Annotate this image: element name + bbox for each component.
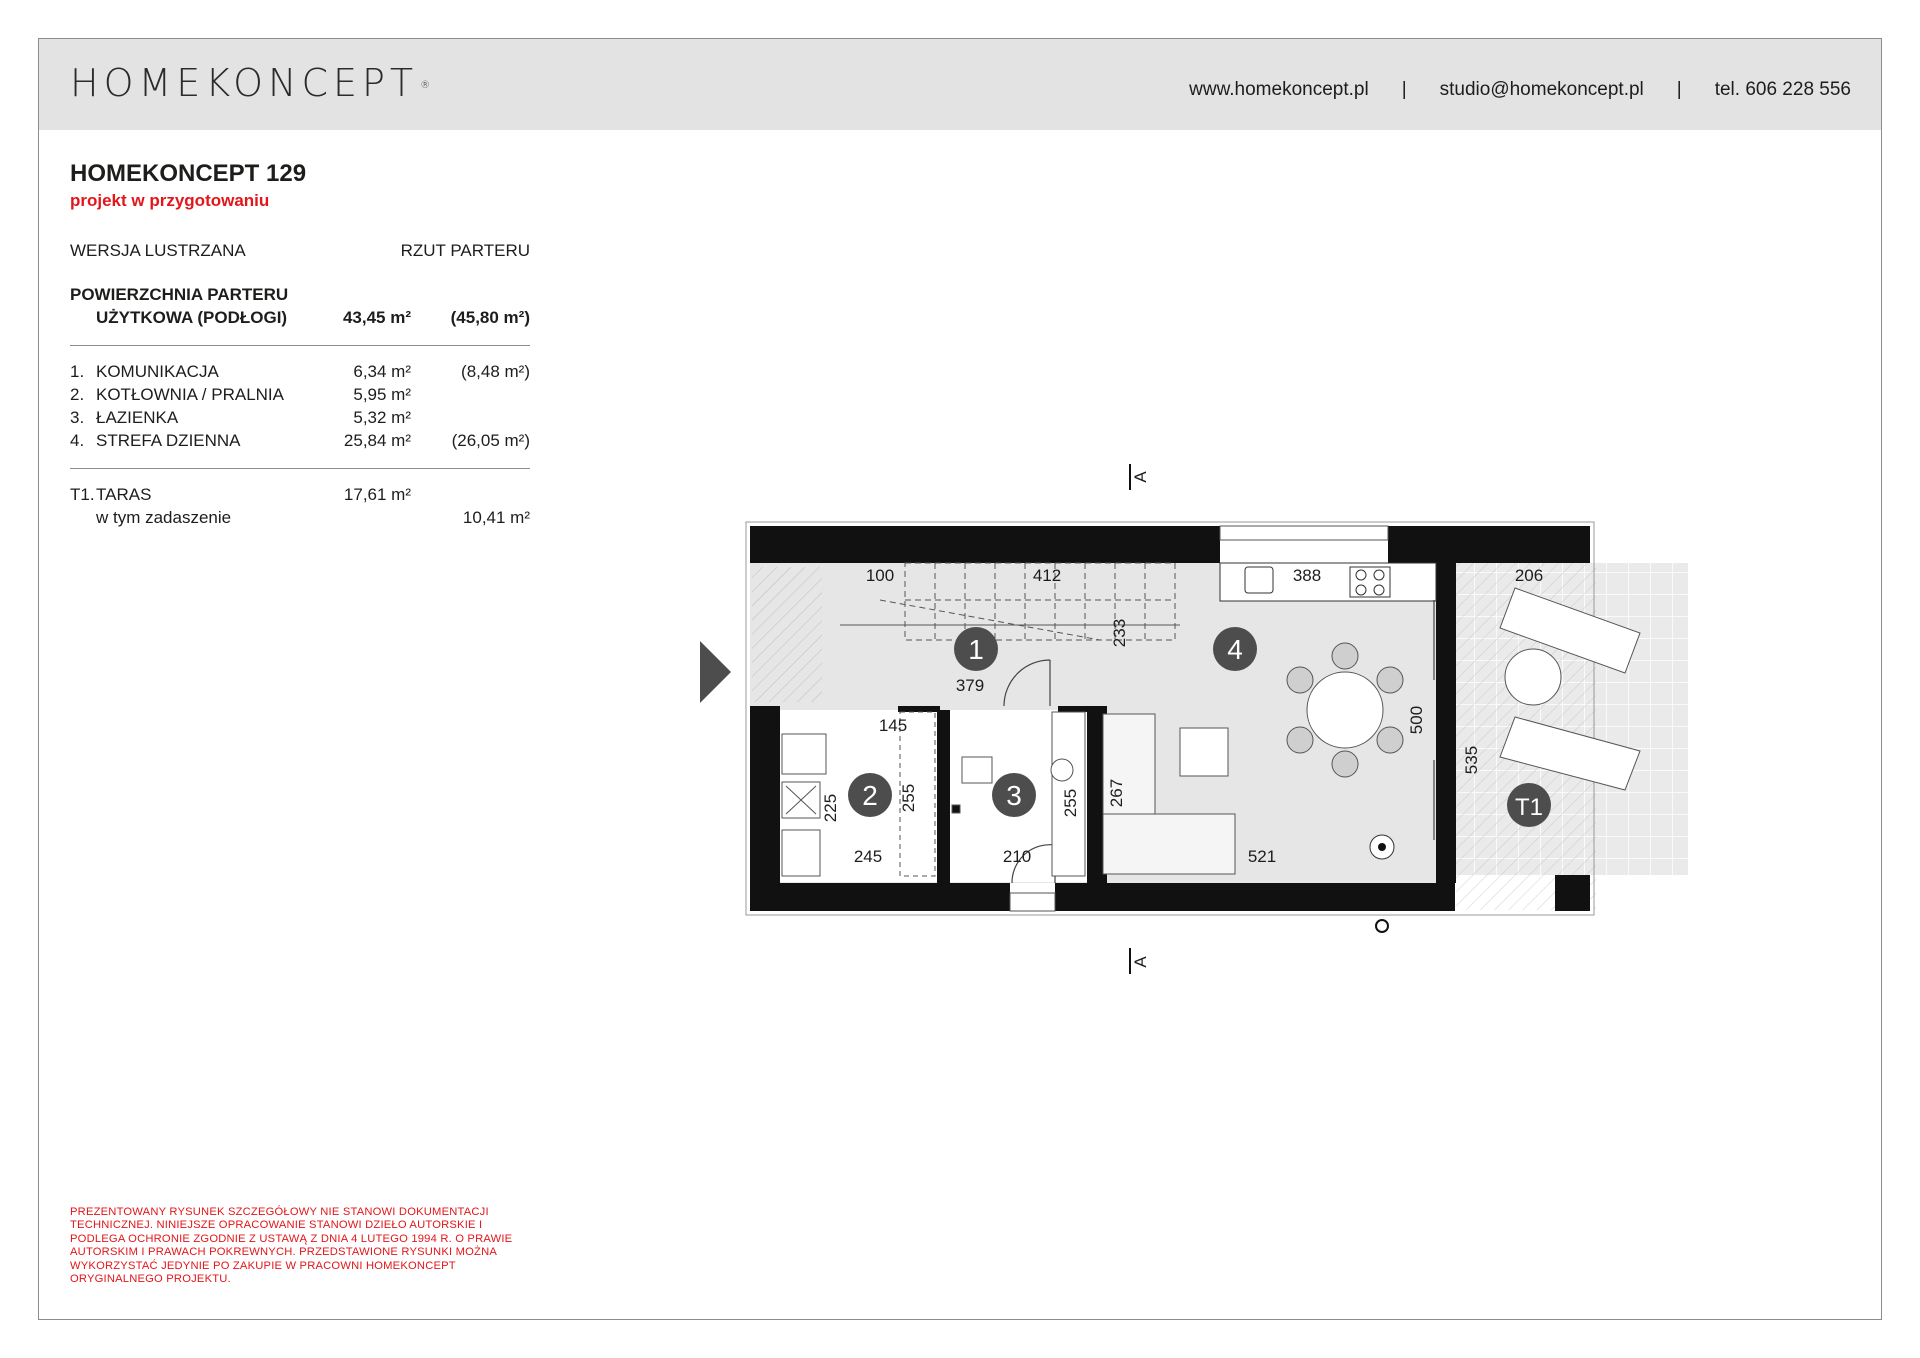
stove-icon xyxy=(1378,843,1386,851)
room-badge-label: 2 xyxy=(862,780,878,811)
dimension-label: 100 xyxy=(865,566,895,585)
room-number: 3. xyxy=(70,408,85,427)
section-label: A xyxy=(1131,471,1150,483)
dimension-label: 225 xyxy=(821,793,840,823)
terrace-covered-area: 10,41 m² xyxy=(462,508,530,527)
dimension-label: 255 xyxy=(899,783,918,813)
dimension-label: 245 xyxy=(853,847,883,866)
area-label-line1: POWIERZCHNIA PARTERU xyxy=(70,285,289,304)
project-status: projekt w przygotowaniu xyxy=(70,191,270,210)
room-name: ŁAZIENKA xyxy=(96,408,179,427)
view-label: RZUT PARTERU xyxy=(400,241,530,260)
dimension-label: 145 xyxy=(878,716,908,735)
terrace-name: TARAS xyxy=(96,485,152,504)
dimension-label: 535 xyxy=(1462,745,1481,775)
dimension-label: 206 xyxy=(1514,566,1544,585)
terrace-number: T1. xyxy=(70,485,95,504)
website-link[interactable]: www.homekoncept.pl xyxy=(1189,79,1369,100)
window xyxy=(1010,893,1055,911)
dining-table xyxy=(1307,672,1383,748)
chimney-icon xyxy=(1376,920,1388,932)
room-badge-label: 4 xyxy=(1227,634,1243,665)
entrance-arrow-icon xyxy=(700,641,731,703)
version-label: WERSJA LUSTRZANA xyxy=(70,241,246,260)
terrace-covered-label: w tym zadaszenie xyxy=(96,508,232,527)
dimension-label: 255 xyxy=(1061,788,1080,818)
dimension-label: 210 xyxy=(1002,847,1032,866)
dimension-label: 412 xyxy=(1032,566,1062,585)
dimension-label: 233 xyxy=(1110,618,1129,648)
room-number: 4. xyxy=(70,431,85,450)
room-floor-area: (26,05 m²) xyxy=(451,431,530,450)
phone-link[interactable]: tel. 606 228 556 xyxy=(1714,79,1851,100)
room-floor-area: (8,48 m²) xyxy=(461,362,530,381)
area-label-line2: UŻYTKOWA (PODŁOGI) xyxy=(96,308,288,327)
separator: | xyxy=(1401,79,1407,100)
section-label: A xyxy=(1131,956,1150,968)
room-number: 2. xyxy=(70,385,85,404)
room-name: STREFA DZIENNA xyxy=(96,431,241,450)
room-area: 5,95 m² xyxy=(353,385,411,404)
room-badge-label: 3 xyxy=(1006,780,1022,811)
area-usable: 43,45 m² xyxy=(342,308,411,327)
room-area: 6,34 m² xyxy=(353,362,411,381)
window xyxy=(1220,526,1388,540)
dimension-label: 500 xyxy=(1407,705,1426,735)
room-number: 1. xyxy=(70,362,85,381)
room-name: KOMUNIKACJA xyxy=(96,362,219,381)
entry-hatch xyxy=(752,567,822,702)
dimension-label: 388 xyxy=(1292,566,1322,585)
dimension-label: 521 xyxy=(1247,847,1277,866)
room-name: KOTŁOWNIA / PRALNIA xyxy=(96,385,284,404)
coffee-table xyxy=(1180,728,1228,776)
registered-mark: ® xyxy=(420,80,431,91)
email-link[interactable]: studio@homekoncept.pl xyxy=(1439,79,1644,100)
room-badge-label: 1 xyxy=(968,634,984,665)
area-floor: (45,80 m²) xyxy=(450,308,530,327)
copyright-disclaimer: PREZENTOWANY RYSUNEK SZCZEGÓŁOWY NIE STANOWI DOKUMENTACJI TECHNICZNEJ. NINIEJSZE OPRACOWANIE STANOWI DZIEŁO AUTORSKIE I PODLEGA OCHRONIE ZGODNIE Z USTAWĄ Z DNIA 4 LUTEGO 1994 R. O PRAWIE AUTORSKIM I PRAWACH POKREWNYCH. PRZEDSTAWIONE RYSUNKI MOŻNA WYKORZYSTAĆ JEDYNIE PO ZAKUPIE W PRACOWNI HOMEKONCEPT ORYGINALNEGO PROJEKTU. xyxy=(70,1206,513,1286)
room-area: 25,84 m² xyxy=(343,431,411,450)
room-area: 5,32 m² xyxy=(353,408,411,427)
logo-text: HOMEKONCEPT xyxy=(70,61,419,105)
separator: | xyxy=(1676,79,1682,100)
dimension-label: 379 xyxy=(955,676,985,695)
terrace-area: 17,61 m² xyxy=(343,485,411,504)
kitchen-counter xyxy=(1220,563,1436,601)
sofa xyxy=(1103,814,1235,874)
dimension-label: 267 xyxy=(1107,778,1126,808)
room-badge-label: T1 xyxy=(1514,794,1544,821)
project-title: HOMEKONCEPT 129 xyxy=(70,160,307,187)
